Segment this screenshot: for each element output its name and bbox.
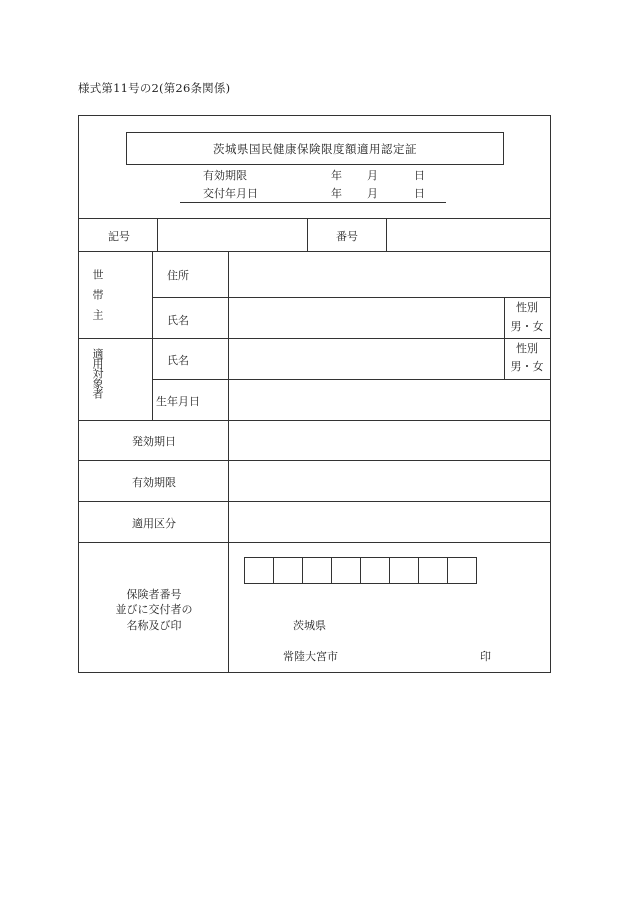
applicant-label: 適用対象者	[91, 348, 104, 398]
certificate-form	[78, 115, 551, 673]
rule-number-row-bottom	[79, 251, 550, 252]
household-gender-label: 性別	[516, 301, 538, 314]
rule-address-bottom	[152, 297, 550, 298]
category-label: 適用区分	[132, 517, 176, 530]
rule-bango-divider	[386, 218, 387, 251]
rule-gender-divider-2	[504, 338, 505, 379]
validity-day: 日	[414, 169, 425, 182]
household-gender-options: 男・女	[510, 320, 544, 333]
insurer-label-line2: 並びに交付者の	[115, 603, 193, 616]
expiry-label: 有効期限	[132, 476, 176, 489]
insurer-number-digit-box	[389, 557, 419, 584]
issue-day: 日	[414, 187, 425, 200]
insurer-number-digit-box	[360, 557, 390, 584]
insurer-number-digit-box	[418, 557, 448, 584]
date-underline	[180, 202, 446, 203]
seal-mark: 印	[480, 650, 491, 663]
certificate-title: 茨城県国民健康保険限度額適用認定証	[126, 132, 504, 165]
rule-label-value-divider	[228, 251, 229, 672]
kigo-label: 記号	[108, 230, 130, 243]
rule-expiry-bottom	[79, 501, 550, 502]
rule-kigo-value-divider	[307, 218, 308, 251]
insurer-city: 常陸大宮市	[283, 650, 338, 663]
issue-year: 年	[331, 187, 342, 200]
applicant-gender-options: 男・女	[510, 360, 544, 373]
rule-category-bottom	[79, 542, 550, 543]
rule-header-bottom	[79, 218, 550, 219]
form-number-caption: 様式第11号の2(第26条関係)	[78, 81, 231, 95]
validity-label: 有効期限	[203, 169, 247, 182]
bango-label: 番号	[336, 230, 358, 243]
insurer-number-digit-box	[273, 557, 303, 584]
issue-date-label: 交付年月日	[203, 187, 258, 200]
applicant-gender-label: 性別	[516, 342, 538, 355]
validity-year: 年	[331, 169, 342, 182]
rule-applicant-name-bottom	[152, 379, 550, 380]
rule-gender-divider-1	[504, 297, 505, 338]
rule-group-label-divider	[152, 251, 153, 420]
applicant-name-label: 氏名	[167, 354, 189, 367]
rule-effective-bottom	[79, 460, 550, 461]
insurer-label-line3: 名称及び印	[126, 619, 182, 632]
insurer-label-line1: 保険者番号	[126, 588, 182, 601]
rule-household-bottom	[79, 338, 550, 339]
insurer-prefecture: 茨城県	[293, 619, 326, 632]
validity-month: 月	[367, 169, 378, 182]
rule-applicant-bottom	[79, 420, 550, 421]
rule-kigo-divider	[157, 218, 158, 251]
issue-month: 月	[367, 187, 378, 200]
insurer-number-digit-box	[244, 557, 274, 584]
birthdate-label: 生年月日	[156, 395, 200, 408]
address-label: 住所	[167, 269, 189, 282]
insurer-number-digit-box	[302, 557, 332, 584]
effective-date-label: 発効期日	[132, 435, 176, 448]
insurer-number-boxes	[244, 557, 477, 584]
household-head-label: 世帯主	[91, 269, 104, 329]
insurer-number-digit-box	[447, 557, 477, 584]
insurer-number-digit-box	[331, 557, 361, 584]
household-name-label: 氏名	[167, 314, 189, 327]
